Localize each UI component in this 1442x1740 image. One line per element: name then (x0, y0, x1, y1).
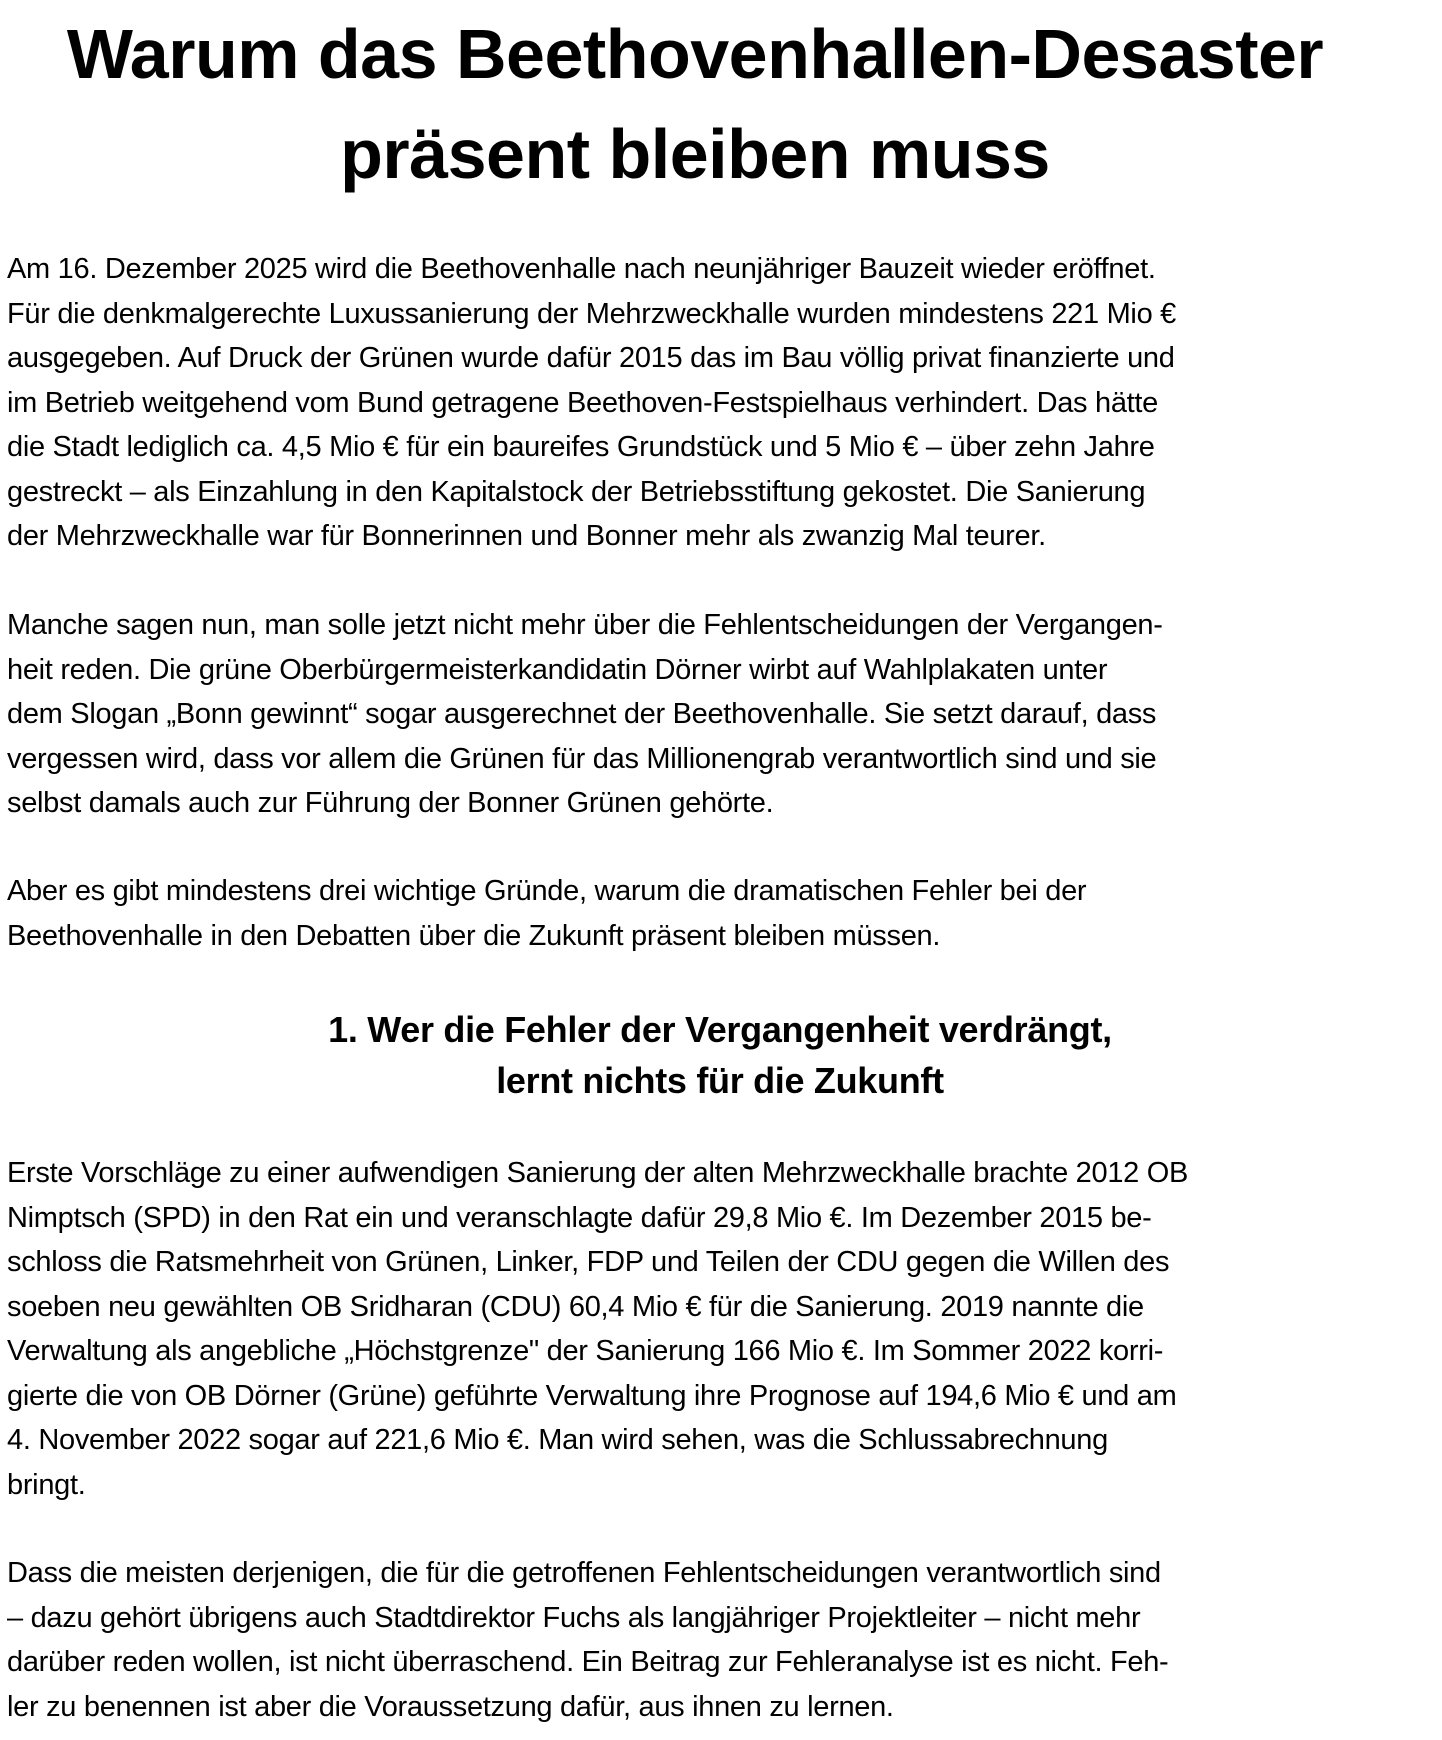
paragraph-line: gierte die von OB Dörner (Grüne) geführte Verwaltung ihre Prognose auf 194,6 Mio € und am (7, 1379, 1177, 1412)
paragraph-line: dem Slogan „Bonn gewinnt“ sogar ausgerechnet der Beethovenhalle. Sie setzt darauf, dass (7, 698, 1157, 730)
section-heading-line-2: lernt nichts für die Zukunft (496, 1060, 944, 1101)
paragraph-line: – dazu gehört übrigens auch Stadtdirektor Fuchs als langjähriger Projektleiter – nicht mehr (7, 1601, 1141, 1634)
paragraph-line: Aber es gibt mindestens drei wichtige Gründe, warum die dramatischen Fehler bei der (7, 875, 1087, 907)
document-title-line-2: präsent bleiben muss (340, 115, 1050, 193)
paragraph-line: 4. November 2022 sogar auf 221,6 Mio €. Man wird sehen, was die Schlussabrechnung (7, 1424, 1108, 1456)
paragraph-2 (7, 603, 1427, 826)
paragraph-line: ler zu benennen ist aber die Voraussetzung dafür, aus ihnen zu lernen. (7, 1690, 894, 1723)
document-title-line-1: Warum das Beethovenhallen-Desaster (66, 15, 1324, 93)
paragraph-line: ausgegeben. Auf Druck der Grünen wurde dafür 2015 das im Bau völlig privat finanzierte und (7, 342, 1175, 374)
paragraph-line: die Stadt lediglich ca. 4,5 Mio € für ein baureifes Grundstück und 5 Mio € – über zehn Jahre (7, 431, 1155, 463)
paragraph-3 (7, 869, 1427, 958)
paragraph-line: Am 16. Dezember 2025 wird die Beethovenhalle nach neunjähriger Bauzeit wieder eröffnet. (7, 253, 1156, 285)
section-heading-1 (0, 1004, 1440, 1106)
paragraph-line: darüber reden wollen, ist nicht überraschend. Ein Beitrag zur Fehleranalyse ist es nicht. Feh- (7, 1646, 1169, 1678)
paragraph-line: Für die denkmalgerechte Luxussanierung der Mehrzweckhalle wurden mindestens 221 Mio € (7, 297, 1176, 330)
paragraph-line: Nimptsch (SPD) in den Rat ein und veranschlagte dafür 29,8 Mio €. Im Dezember 2015 be- (7, 1201, 1152, 1234)
paragraph-5 (7, 1551, 1427, 1729)
paragraph-line: schloss die Ratsmehrheit von Grünen, Linker, FDP und Teilen der CDU gegen die Willen des (7, 1246, 1170, 1278)
paragraph-1 (7, 247, 1427, 559)
paragraph-line: im Betrieb weitgehend vom Bund getragene Beethoven-Festspielhaus verhindert. Das hätte (7, 386, 1159, 419)
paragraph-line: selbst damals auch zur Führung der Bonner Grünen gehörte. (7, 787, 774, 819)
paragraph-line: Manche sagen nun, man solle jetzt nicht mehr über die Fehlentscheidungen der Vergangen- (7, 609, 1163, 641)
paragraph-line: heit reden. Die grüne Oberbürgermeisterkandidatin Dörner wirbt auf Wahlplakaten unter (7, 653, 1108, 686)
paragraph-line: Verwaltung als angebliche „Höchstgrenze" der Sanierung 166 Mio €. Im Sommer 2022 korri- (7, 1335, 1164, 1367)
paragraph-line: bringt. (7, 1468, 86, 1501)
section-heading-line-1: 1. Wer die Fehler der Vergangenheit verdrängt, (328, 1009, 1112, 1050)
paragraph-line: Dass die meisten derjenigen, die für die getroffenen Fehlentscheidungen verantwortlich sind (7, 1557, 1161, 1589)
paragraph-line: gestreckt – als Einzahlung in den Kapitalstock der Betriebsstiftung gekostet. Die Sanierung (7, 475, 1146, 508)
paragraph-line: der Mehrzweckhalle war für Bonnerinnen und Bonner mehr als zwanzig Mal teurer. (7, 520, 1046, 552)
paragraph-4 (7, 1151, 1427, 1507)
paragraph-line: Erste Vorschläge zu einer aufwendigen Sanierung der alten Mehrzweckhalle brachte 2012 OB (7, 1157, 1189, 1189)
paragraph-line: Beethovenhalle in den Debatten über die Zukunft präsent bleiben müssen. (7, 919, 941, 952)
paragraph-line: soeben neu gewählten OB Sridharan (CDU) 60,4 Mio € für die Sanierung. 2019 nannte die (7, 1290, 1144, 1323)
paragraph-line: vergessen wird, dass vor allem die Grünen für das Millionengrab verantwortlich sind und sie (7, 742, 1157, 775)
